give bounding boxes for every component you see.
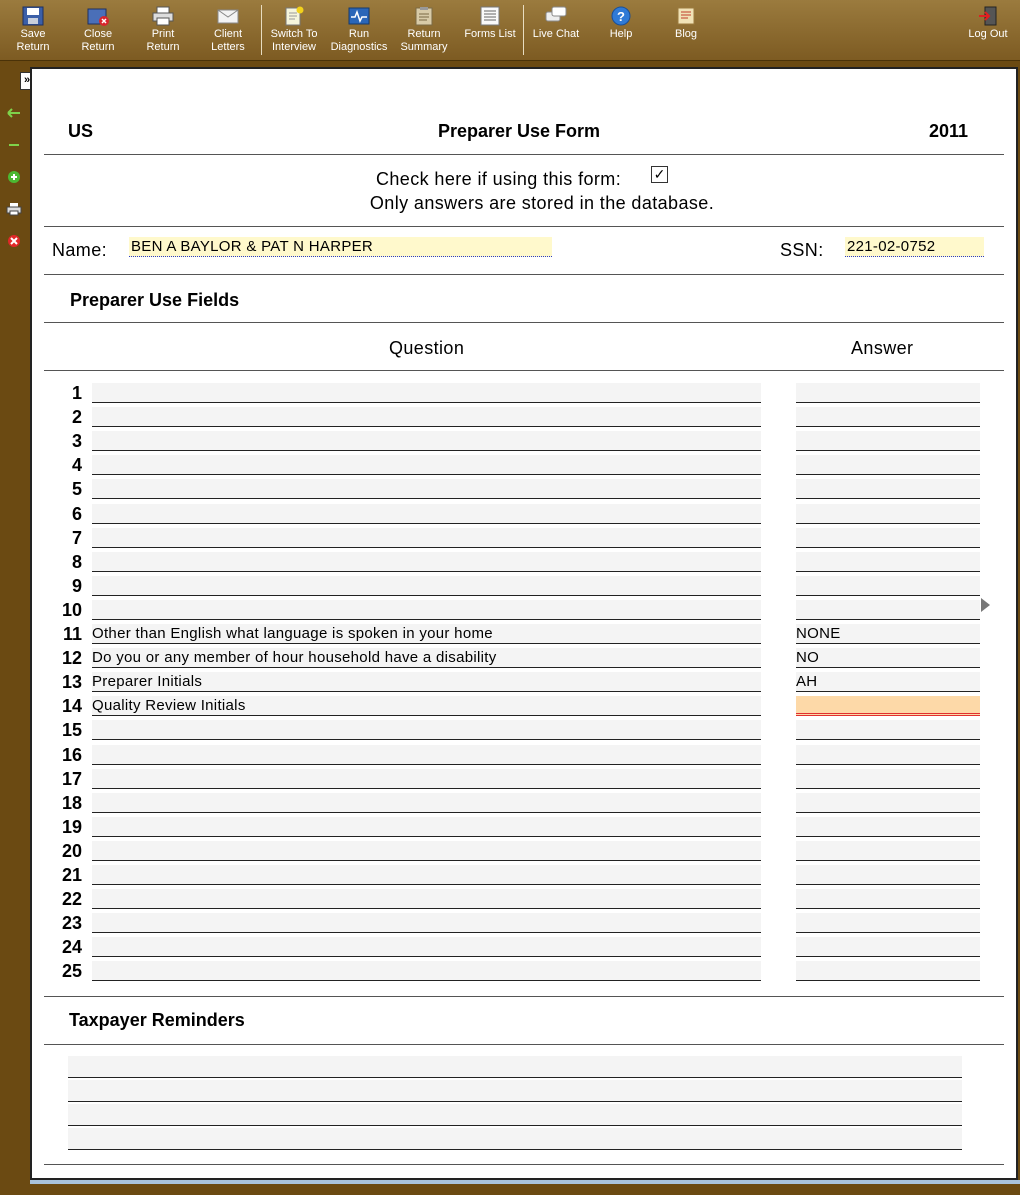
- divider: [44, 370, 1004, 371]
- diagnostics-icon: [348, 6, 370, 26]
- ssn-label: SSN:: [780, 240, 824, 260]
- row-pointer-arrow-icon[interactable]: [981, 598, 990, 612]
- row-number: 6: [71, 504, 82, 524]
- add-icon[interactable]: [6, 170, 22, 184]
- printer-icon: [152, 6, 174, 26]
- page-bottom-border: [30, 1180, 1020, 1184]
- live-chat-button[interactable]: Live Chat: [524, 2, 588, 58]
- answer-field[interactable]: [796, 720, 980, 740]
- answer-field[interactable]: [796, 961, 980, 981]
- print-icon[interactable]: [6, 202, 22, 216]
- logout-icon: [977, 6, 999, 26]
- use-form-checkbox[interactable]: [651, 166, 668, 183]
- answer-field[interactable]: [796, 407, 980, 427]
- return-summary-button[interactable]: Return Summary: [392, 2, 456, 58]
- blog-button[interactable]: Blog: [654, 2, 718, 58]
- reminder-line[interactable]: [68, 1080, 962, 1102]
- save-icon: [22, 6, 44, 26]
- answer-field[interactable]: [796, 479, 980, 499]
- print-return-button[interactable]: Print Return: [131, 2, 195, 58]
- answer-field[interactable]: [796, 793, 980, 813]
- question-field[interactable]: [92, 865, 761, 885]
- question-field[interactable]: Preparer Initials: [92, 672, 761, 692]
- divider: [44, 1164, 1004, 1165]
- divider: [44, 226, 1004, 227]
- question-field[interactable]: [92, 745, 761, 765]
- answer-field[interactable]: NO: [796, 648, 980, 668]
- question-field[interactable]: [92, 504, 761, 524]
- answer-field[interactable]: [796, 937, 980, 957]
- help-icon: [610, 6, 632, 26]
- ssn-field[interactable]: 221-02-0752: [845, 237, 984, 257]
- row-number: 19: [61, 817, 82, 837]
- row-number: 12: [61, 648, 82, 668]
- chat-icon: [545, 6, 567, 26]
- answer-field[interactable]: [796, 769, 980, 789]
- section-title-taxpayer-reminders: Taxpayer Reminders: [69, 1010, 245, 1030]
- row-number: 15: [61, 720, 82, 740]
- answer-field[interactable]: [796, 889, 980, 909]
- question-field[interactable]: [92, 383, 761, 403]
- answer-field[interactable]: [796, 841, 980, 861]
- name-label: Name:: [52, 240, 108, 260]
- name-field[interactable]: BEN A BAYLOR & PAT N HARPER: [129, 237, 552, 257]
- row-number: 21: [61, 865, 82, 885]
- answer-field[interactable]: [796, 455, 980, 475]
- question-field[interactable]: [92, 720, 761, 740]
- answer-field[interactable]: [796, 745, 980, 765]
- row-number: 13: [61, 672, 82, 692]
- row-number: 23: [61, 913, 82, 933]
- reminder-line[interactable]: [68, 1056, 962, 1078]
- answer-field-active[interactable]: [796, 696, 980, 716]
- question-field[interactable]: [92, 552, 761, 572]
- question-field[interactable]: [92, 841, 761, 861]
- left-rail: [0, 62, 30, 1195]
- row-number: 24: [61, 937, 82, 957]
- question-field[interactable]: [92, 600, 761, 620]
- clipboard-icon: [413, 6, 435, 26]
- forms-list-button[interactable]: Forms List: [458, 2, 522, 58]
- row-number: 17: [61, 769, 82, 789]
- row-number: 14: [61, 696, 82, 716]
- row-number: 9: [71, 576, 82, 596]
- reminder-line[interactable]: [68, 1128, 962, 1150]
- row-number: 2: [71, 407, 82, 427]
- divider: [44, 154, 1004, 155]
- answer-field[interactable]: [796, 528, 980, 548]
- delete-icon[interactable]: [6, 234, 22, 248]
- question-field[interactable]: Quality Review Initials: [92, 696, 761, 716]
- expand-panel-button[interactable]: »: [20, 72, 34, 90]
- answer-field[interactable]: [796, 817, 980, 837]
- close-return-icon: [87, 6, 109, 26]
- row-number: 3: [71, 431, 82, 451]
- question-field[interactable]: [92, 455, 761, 475]
- interview-icon: [283, 6, 305, 26]
- row-number: 25: [61, 961, 82, 981]
- question-field[interactable]: [92, 576, 761, 596]
- answer-field[interactable]: [796, 913, 980, 933]
- question-field[interactable]: [92, 961, 761, 981]
- close-return-button[interactable]: Close Return: [66, 2, 130, 58]
- question-field[interactable]: Other than English what language is spoken in your home: [92, 624, 761, 644]
- row-number: 22: [61, 889, 82, 909]
- row-number: 18: [61, 793, 82, 813]
- answer-field[interactable]: [796, 383, 980, 403]
- answer-field[interactable]: [796, 552, 980, 572]
- answer-field[interactable]: [796, 504, 980, 524]
- question-field[interactable]: [92, 817, 761, 837]
- row-number: 1: [71, 383, 82, 403]
- check-icon: ✓: [653, 166, 666, 182]
- tax-year: 2011: [929, 121, 969, 141]
- page-title: Preparer Use Form: [437, 121, 601, 141]
- envelope-icon: [217, 6, 239, 26]
- row-number: 16: [61, 745, 82, 765]
- section-title-preparer-fields: Preparer Use Fields: [70, 290, 240, 310]
- answer-field[interactable]: AH: [796, 672, 980, 692]
- run-diagnostics-button[interactable]: Run Diagnostics: [327, 2, 391, 58]
- question-field[interactable]: [92, 528, 761, 548]
- svg-text:?: ?: [617, 9, 625, 24]
- question-field[interactable]: [92, 769, 761, 789]
- answer-field[interactable]: [796, 576, 980, 596]
- log-out-button[interactable]: Log Out: [956, 2, 1020, 58]
- column-header-question: Question: [389, 338, 465, 358]
- main-toolbar: [0, 0, 1020, 61]
- question-field[interactable]: [92, 793, 761, 813]
- column-header-answer: Answer: [851, 338, 914, 358]
- row-number: 7: [71, 528, 82, 548]
- minus-icon[interactable]: [6, 138, 22, 152]
- help-button[interactable]: ? Help: [589, 2, 653, 58]
- form-page: [30, 67, 1018, 1180]
- question-field[interactable]: [92, 913, 761, 933]
- row-number: 8: [71, 552, 82, 572]
- save-return-button[interactable]: Save Return: [1, 2, 65, 58]
- question-field[interactable]: [92, 937, 761, 957]
- divider: [44, 322, 1004, 323]
- answer-field[interactable]: [796, 865, 980, 885]
- answer-field[interactable]: NONE: [796, 624, 980, 644]
- client-letters-button[interactable]: Client Letters: [196, 2, 260, 58]
- row-number: 11: [62, 624, 82, 644]
- divider: [44, 274, 1004, 275]
- row-number: 20: [61, 841, 82, 861]
- storage-note: Only answers are stored in the database.: [369, 193, 715, 213]
- blog-icon: [675, 6, 697, 26]
- question-field[interactable]: [92, 889, 761, 909]
- divider: [44, 996, 1004, 997]
- use-form-label: Check here if using this form:: [376, 169, 622, 189]
- divider: [44, 1044, 1004, 1045]
- question-field[interactable]: [92, 431, 761, 451]
- row-number: 10: [61, 600, 82, 620]
- question-field[interactable]: Do you or any member of hour household have a disability: [92, 648, 761, 668]
- forms-list-icon: [479, 6, 501, 26]
- question-field[interactable]: [92, 479, 761, 499]
- answer-field[interactable]: [796, 431, 980, 451]
- row-number: 5: [71, 479, 82, 499]
- question-field[interactable]: [92, 407, 761, 427]
- answer-field[interactable]: [796, 600, 980, 620]
- form-jurisdiction: US: [68, 121, 94, 141]
- reminder-line[interactable]: [68, 1104, 962, 1126]
- back-arrow-icon[interactable]: [6, 106, 22, 120]
- row-number: 4: [71, 455, 82, 475]
- switch-to-interview-button[interactable]: Switch To Interview: [262, 2, 326, 58]
